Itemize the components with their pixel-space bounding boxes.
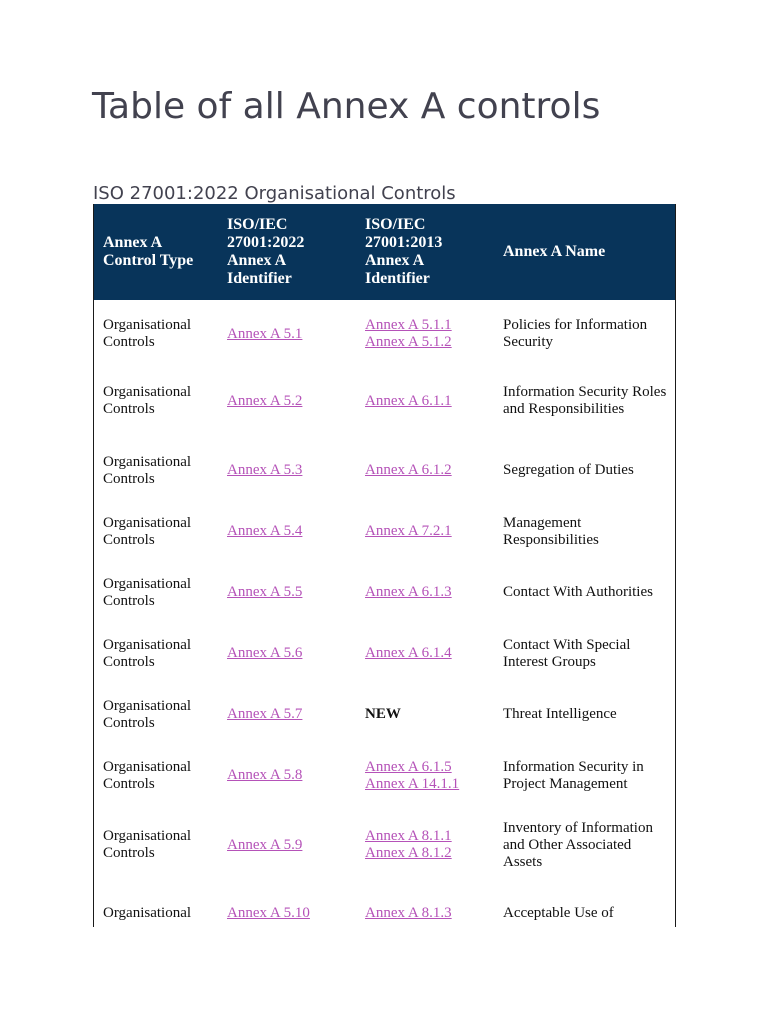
identifier-2013-link[interactable]: Annex A 6.1.1	[365, 392, 452, 409]
page-title: Table of all Annex A controls	[92, 86, 601, 127]
controls-table	[94, 204, 675, 927]
annex-name-cell: Threat Intelligence	[503, 706, 617, 722]
control-type-cell: Organisational Controls	[103, 636, 192, 670]
control-type-cell: Organisational Controls	[103, 453, 192, 487]
identifier-2013-cell	[356, 300, 494, 362]
identifier-2022-cell	[218, 806, 356, 884]
table-row	[94, 501, 675, 562]
controls-table-container	[93, 204, 676, 927]
identifier-2013-cell	[356, 440, 494, 501]
identifier-2022-link[interactable]: Annex A 5.8	[227, 767, 303, 783]
identifier-2013-link[interactable]: Annex A 14.1.1	[365, 775, 460, 792]
header-control-type: Annex A Control Type	[103, 234, 194, 269]
annex-name-cell: Information Security in Project Management	[503, 758, 644, 792]
new-control-tag: NEW	[365, 706, 401, 722]
identifier-2022-link[interactable]: Annex A 5.10	[227, 905, 310, 921]
header-annex-name: Annex A Name	[503, 243, 606, 260]
identifier-2022-cell	[218, 684, 356, 745]
identifier-2022-cell	[218, 745, 356, 806]
identifier-2013-cell	[356, 745, 494, 806]
identifier-2022-cell	[218, 884, 356, 927]
table-row	[94, 884, 675, 927]
annex-name-cell: Contact With Authorities	[503, 584, 653, 600]
identifier-2013-link[interactable]: Annex A 5.1.1	[365, 317, 452, 333]
identifier-2013-link[interactable]: Annex A 8.1.2	[365, 845, 452, 861]
identifier-2022-link[interactable]: Annex A 5.9	[227, 836, 303, 853]
identifier-2022-cell	[218, 362, 356, 440]
identifier-2022-cell	[218, 623, 356, 684]
control-type-cell: Organisational Controls	[103, 514, 192, 548]
identifier-2013-link[interactable]: Annex A 6.1.4	[365, 645, 452, 661]
table-row	[94, 300, 675, 362]
identifier-2022-link[interactable]: Annex A 5.7	[227, 706, 303, 722]
annex-name-cell: Policies for Information Security	[503, 317, 648, 350]
section-title: ISO 27001:2022 Organisational Controls	[93, 183, 456, 204]
identifier-2013-cell	[356, 806, 494, 884]
control-type-cell: Organisational	[103, 905, 192, 921]
control-type-cell: Organisational Controls	[103, 758, 192, 792]
identifier-2013-link[interactable]: Annex A 6.1.2	[365, 462, 452, 478]
table-row	[94, 362, 675, 440]
control-type-cell: Organisational Controls	[103, 384, 192, 417]
table-row	[94, 684, 675, 745]
annex-name-cell: Inventory of Information and Other Associated Assets	[503, 819, 653, 870]
identifier-2013-cell	[356, 884, 494, 927]
table-row	[94, 623, 675, 684]
header-identifier-2013: ISO/IEC 27001:2013 Annex A Identifier	[365, 216, 443, 287]
table-header-row	[94, 204, 675, 300]
identifier-2013-cell	[356, 684, 494, 745]
identifier-2022-cell	[218, 300, 356, 362]
identifier-2022-cell	[218, 562, 356, 623]
identifier-2013-link[interactable]: Annex A 5.1.2	[365, 334, 452, 350]
header-identifier-2022: ISO/IEC 27001:2022 Annex A Identifier	[227, 216, 305, 287]
identifier-2013-cell	[356, 623, 494, 684]
table-row	[94, 440, 675, 501]
identifier-2022-link[interactable]: Annex A 5.4	[227, 523, 303, 539]
identifier-2013-link[interactable]: Annex A 7.2.1	[365, 523, 452, 539]
annex-name-cell: Acceptable Use of	[503, 905, 614, 921]
annex-name-cell: Information Security Roles and Responsibilities	[503, 384, 667, 417]
identifier-2013-link[interactable]: Annex A 6.1.3	[365, 584, 452, 600]
table-row	[94, 745, 675, 806]
identifier-2022-cell	[218, 501, 356, 562]
table-row	[94, 562, 675, 623]
control-type-cell: Organisational Controls	[103, 697, 192, 731]
identifier-2013-cell	[356, 501, 494, 562]
identifier-2013-cell	[356, 562, 494, 623]
identifier-2022-link[interactable]: Annex A 5.3	[227, 462, 303, 478]
control-type-cell: Organisational Controls	[103, 317, 192, 350]
identifier-2013-link[interactable]: Annex A 6.1.5	[365, 758, 452, 775]
identifier-2013-link[interactable]: Annex A 8.1.1	[365, 828, 452, 844]
control-type-cell: Organisational Controls	[103, 828, 192, 861]
identifier-2022-link[interactable]: Annex A 5.6	[227, 645, 303, 661]
annex-name-cell: Contact With Special Interest Groups	[503, 636, 631, 670]
identifier-2022-link[interactable]: Annex A 5.5	[227, 584, 303, 600]
identifier-2013-link[interactable]: Annex A 8.1.3	[365, 905, 452, 921]
identifier-2022-link[interactable]: Annex A 5.2	[227, 392, 303, 409]
control-type-cell: Organisational Controls	[103, 575, 192, 609]
identifier-2013-cell	[356, 362, 494, 440]
table-row	[94, 806, 675, 884]
annex-name-cell: Management Responsibilities	[503, 514, 599, 548]
identifier-2022-cell	[218, 440, 356, 501]
annex-name-cell: Segregation of Duties	[503, 462, 634, 478]
identifier-2022-link[interactable]: Annex A 5.1	[227, 325, 303, 342]
